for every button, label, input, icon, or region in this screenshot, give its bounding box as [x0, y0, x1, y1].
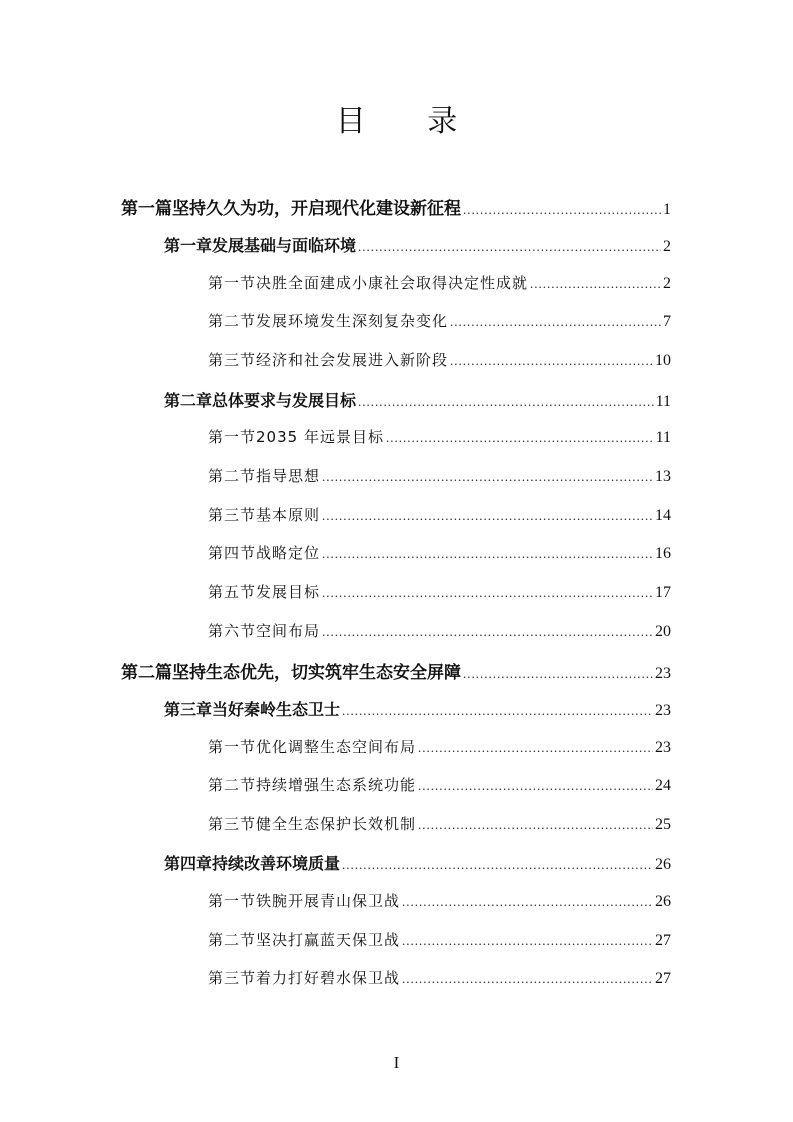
- toc-entry-number: 第三节: [208, 351, 257, 369]
- toc-entry-chapter-3[interactable]: [164, 697, 671, 723]
- toc-entry-title: 发展环境发生深刻复杂变化: [256, 312, 449, 330]
- toc-entry-number: 第二节: [208, 931, 257, 949]
- dot-leader: [342, 857, 653, 873]
- dot-leader: [322, 469, 653, 485]
- toc-entry-number: 第三节: [208, 969, 257, 987]
- toc-entry-page: 16: [655, 545, 671, 562]
- toc-entry-title: 空间布局: [256, 622, 321, 640]
- dot-leader: [322, 624, 653, 640]
- toc-entry-number: 第一章: [164, 236, 213, 255]
- toc-entry-number: 第二节: [208, 776, 257, 794]
- toc-entry-section[interactable]: [208, 349, 671, 375]
- dot-leader: [402, 894, 653, 910]
- toc-entry-title: 着力打好碧水保卫战: [256, 969, 401, 987]
- toc-entry-section[interactable]: [208, 426, 671, 452]
- toc-entry-page: 11: [655, 393, 671, 410]
- dot-leader: [463, 666, 653, 682]
- toc-entry-title: 健全生态保护长效机制: [256, 815, 417, 833]
- toc-entry-section[interactable]: [208, 542, 671, 568]
- toc-entry-section[interactable]: [208, 967, 671, 993]
- toc-entry-title: 经济和社会发展进入新阶段: [256, 351, 449, 369]
- toc-entry-section[interactable]: [208, 465, 671, 491]
- dot-leader: [386, 430, 654, 446]
- toc-entry-number: 第二节: [208, 467, 257, 485]
- toc-entry-title: 持续增强生态系统功能: [256, 776, 417, 794]
- toc-entry-title: 战略定位: [256, 544, 321, 562]
- toc-entry-number: 第二节: [208, 312, 257, 330]
- toc-entry-part-2[interactable]: [121, 658, 671, 684]
- page-number: I: [393, 1053, 400, 1072]
- dot-leader: [530, 276, 661, 292]
- toc-entry-section[interactable]: [208, 310, 671, 336]
- dot-leader: [418, 740, 653, 756]
- toc-entry-title: 指导思想: [256, 467, 321, 485]
- toc-entry-number: 第五节: [208, 583, 257, 601]
- toc-entry-section[interactable]: [208, 929, 671, 955]
- dot-leader: [450, 314, 661, 330]
- toc-entry-title: 当好秦岭生态卫士: [212, 700, 341, 719]
- dot-leader: [450, 353, 653, 369]
- toc-entry-section[interactable]: [208, 504, 671, 530]
- toc-entry-page: 17: [655, 584, 671, 601]
- toc-entry-title: 坚持生态优先，切实筑牢生态安全屏障: [172, 663, 461, 683]
- toc-entry-page: 27: [655, 970, 671, 987]
- toc-entry-part-1[interactable]: [121, 194, 671, 220]
- dot-leader: [322, 508, 653, 524]
- toc-entry-number: 第一篇: [121, 199, 172, 219]
- toc-entry-page: 23: [655, 665, 671, 682]
- toc-entry-page: 1: [663, 201, 671, 218]
- dot-leader: [358, 394, 654, 410]
- toc-entry-page: 26: [655, 893, 671, 910]
- dot-leader: [322, 546, 653, 562]
- dot-leader: [463, 202, 661, 218]
- toc-entry-title: 坚持久久为功，开启现代化建设新征程: [172, 199, 461, 219]
- dot-leader: [322, 585, 653, 601]
- toc-entry-page: 23: [655, 702, 671, 719]
- toc-entry-section[interactable]: [208, 620, 671, 646]
- toc-entry-number: 第一节: [208, 428, 257, 446]
- toc-entry-number: 第一节: [208, 274, 257, 292]
- toc-entry-section[interactable]: [208, 272, 671, 298]
- toc-entry-section[interactable]: [208, 890, 671, 916]
- toc-entry-page: 25: [655, 816, 671, 833]
- toc-entry-number: 第三节: [208, 506, 257, 524]
- dot-leader: [402, 971, 653, 987]
- toc-entry-page: 27: [655, 932, 671, 949]
- toc-entry-title: 发展目标: [256, 583, 321, 601]
- toc-entry-number: 第三章: [164, 700, 213, 719]
- toc-entry-number: 第二篇: [121, 663, 172, 683]
- toc-entry-chapter-4[interactable]: [164, 851, 671, 877]
- toc-entry-number: 第四节: [208, 544, 257, 562]
- dot-leader: [342, 703, 653, 719]
- toc-entry-page: 2: [663, 238, 671, 255]
- toc-entry-title: 发展基础与面临环境: [212, 236, 357, 255]
- toc-entry-section[interactable]: [208, 581, 671, 607]
- dot-leader: [402, 933, 653, 949]
- toc-entry-title: 2035 年远景目标: [256, 428, 384, 446]
- toc-entry-page: 2: [663, 275, 671, 292]
- toc-entry-chapter-1[interactable]: [164, 233, 671, 259]
- dot-leader: [418, 817, 653, 833]
- toc-entry-chapter-2[interactable]: [164, 388, 671, 414]
- toc-entry-section[interactable]: [208, 736, 671, 762]
- toc-entry-number: 第六节: [208, 622, 257, 640]
- toc-entry-title: 总体要求与发展目标: [212, 391, 357, 410]
- toc-entry-number: 第四章: [164, 854, 213, 873]
- toc-entry-page: 11: [655, 429, 671, 446]
- toc-entry-number: 第二章: [164, 391, 213, 410]
- toc-entry-section[interactable]: [208, 813, 671, 839]
- toc-entry-page: 26: [655, 856, 671, 873]
- dot-leader: [358, 239, 661, 255]
- toc-entry-number: 第一节: [208, 738, 257, 756]
- toc-entry-page: 23: [655, 739, 671, 756]
- dot-leader: [418, 778, 653, 794]
- toc-entry-page: 20: [655, 623, 671, 640]
- toc-entry-page: 7: [663, 313, 671, 330]
- page-title: 目 录: [335, 104, 484, 139]
- toc-entry-number: 第三节: [208, 815, 257, 833]
- toc-entry-page: 14: [655, 507, 671, 524]
- toc-entry-title: 优化调整生态空间布局: [256, 738, 417, 756]
- toc-entry-title: 铁腕开展青山保卫战: [256, 892, 401, 910]
- toc-entry-title: 基本原则: [256, 506, 321, 524]
- toc-entry-title: 坚决打赢蓝天保卫战: [256, 931, 401, 949]
- toc-entry-page: 10: [655, 352, 671, 369]
- toc-entry-title: 持续改善环境质量: [212, 854, 341, 873]
- toc-entry-page: 13: [655, 468, 671, 485]
- toc-entry-number: 第一节: [208, 892, 257, 910]
- toc-entry-page: 24: [655, 777, 671, 794]
- toc-entry-title: 决胜全面建成小康社会取得决定性成就: [256, 274, 529, 292]
- toc-entry-section[interactable]: [208, 774, 671, 800]
